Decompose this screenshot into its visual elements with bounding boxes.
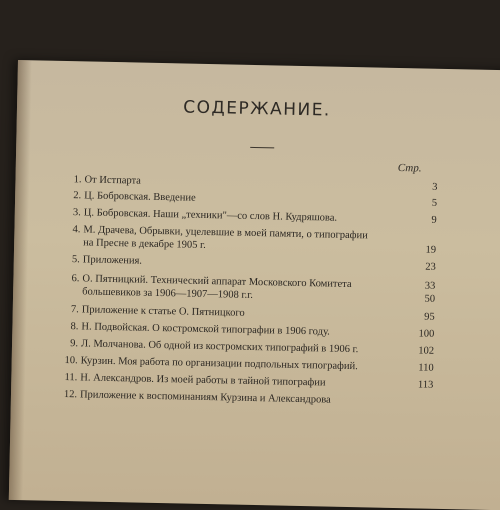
book-page — [9, 60, 500, 510]
toc-entry-9: 9. Л. Молчанова. Об одной из костромских типографий в 1906 г. 102 — [70, 338, 435, 357]
toc-entry-2: 2. Ц. Бобровская. Введение 5 — [73, 190, 438, 209]
toc-entry-4: 4. М. Драчева, Обрывки, уцелевшие в моей памяти, о типографии на Пресне в декабре 1905 г. 19 — [72, 224, 437, 256]
table-of-contents — [9, 60, 500, 510]
toc-entry-11: 11. Н. Александров. Из моей работы в тайной типографии 113 — [64, 372, 434, 391]
toc-entry-5: 5. Приложения. 23 — [71, 254, 436, 273]
page-title: СОДЕРЖАНИЕ. — [183, 97, 332, 121]
toc-entry-6: 6. О. Пятницкий. Технический аппарат Московского Комитета 33 большевиков за 1906—1907—1908 г.г. 50 — [71, 273, 436, 305]
toc-entry-1: 1. От Истпарта 3 — [73, 174, 438, 193]
toc-entry-12: 12. Приложение к воспоминаниям Курзина и Александрова — [63, 389, 331, 406]
toc-entry-3: 3. Ц. Бобровская. Наши „техники"—со слов Н. Кудряшова. 9 — [72, 207, 437, 226]
toc-entry-10: 10. Курзин. Моя работа по организации подпольных типографий. 110 — [64, 355, 434, 374]
toc-entry-7: 7. Приложение к статье О. Пятницкого 95 — [70, 304, 435, 323]
toc-entry-8: 8. Н. Подвойская. О костромской типографии в 1906 году. 100 — [70, 321, 435, 340]
page-column-header: Стр. — [397, 161, 422, 175]
